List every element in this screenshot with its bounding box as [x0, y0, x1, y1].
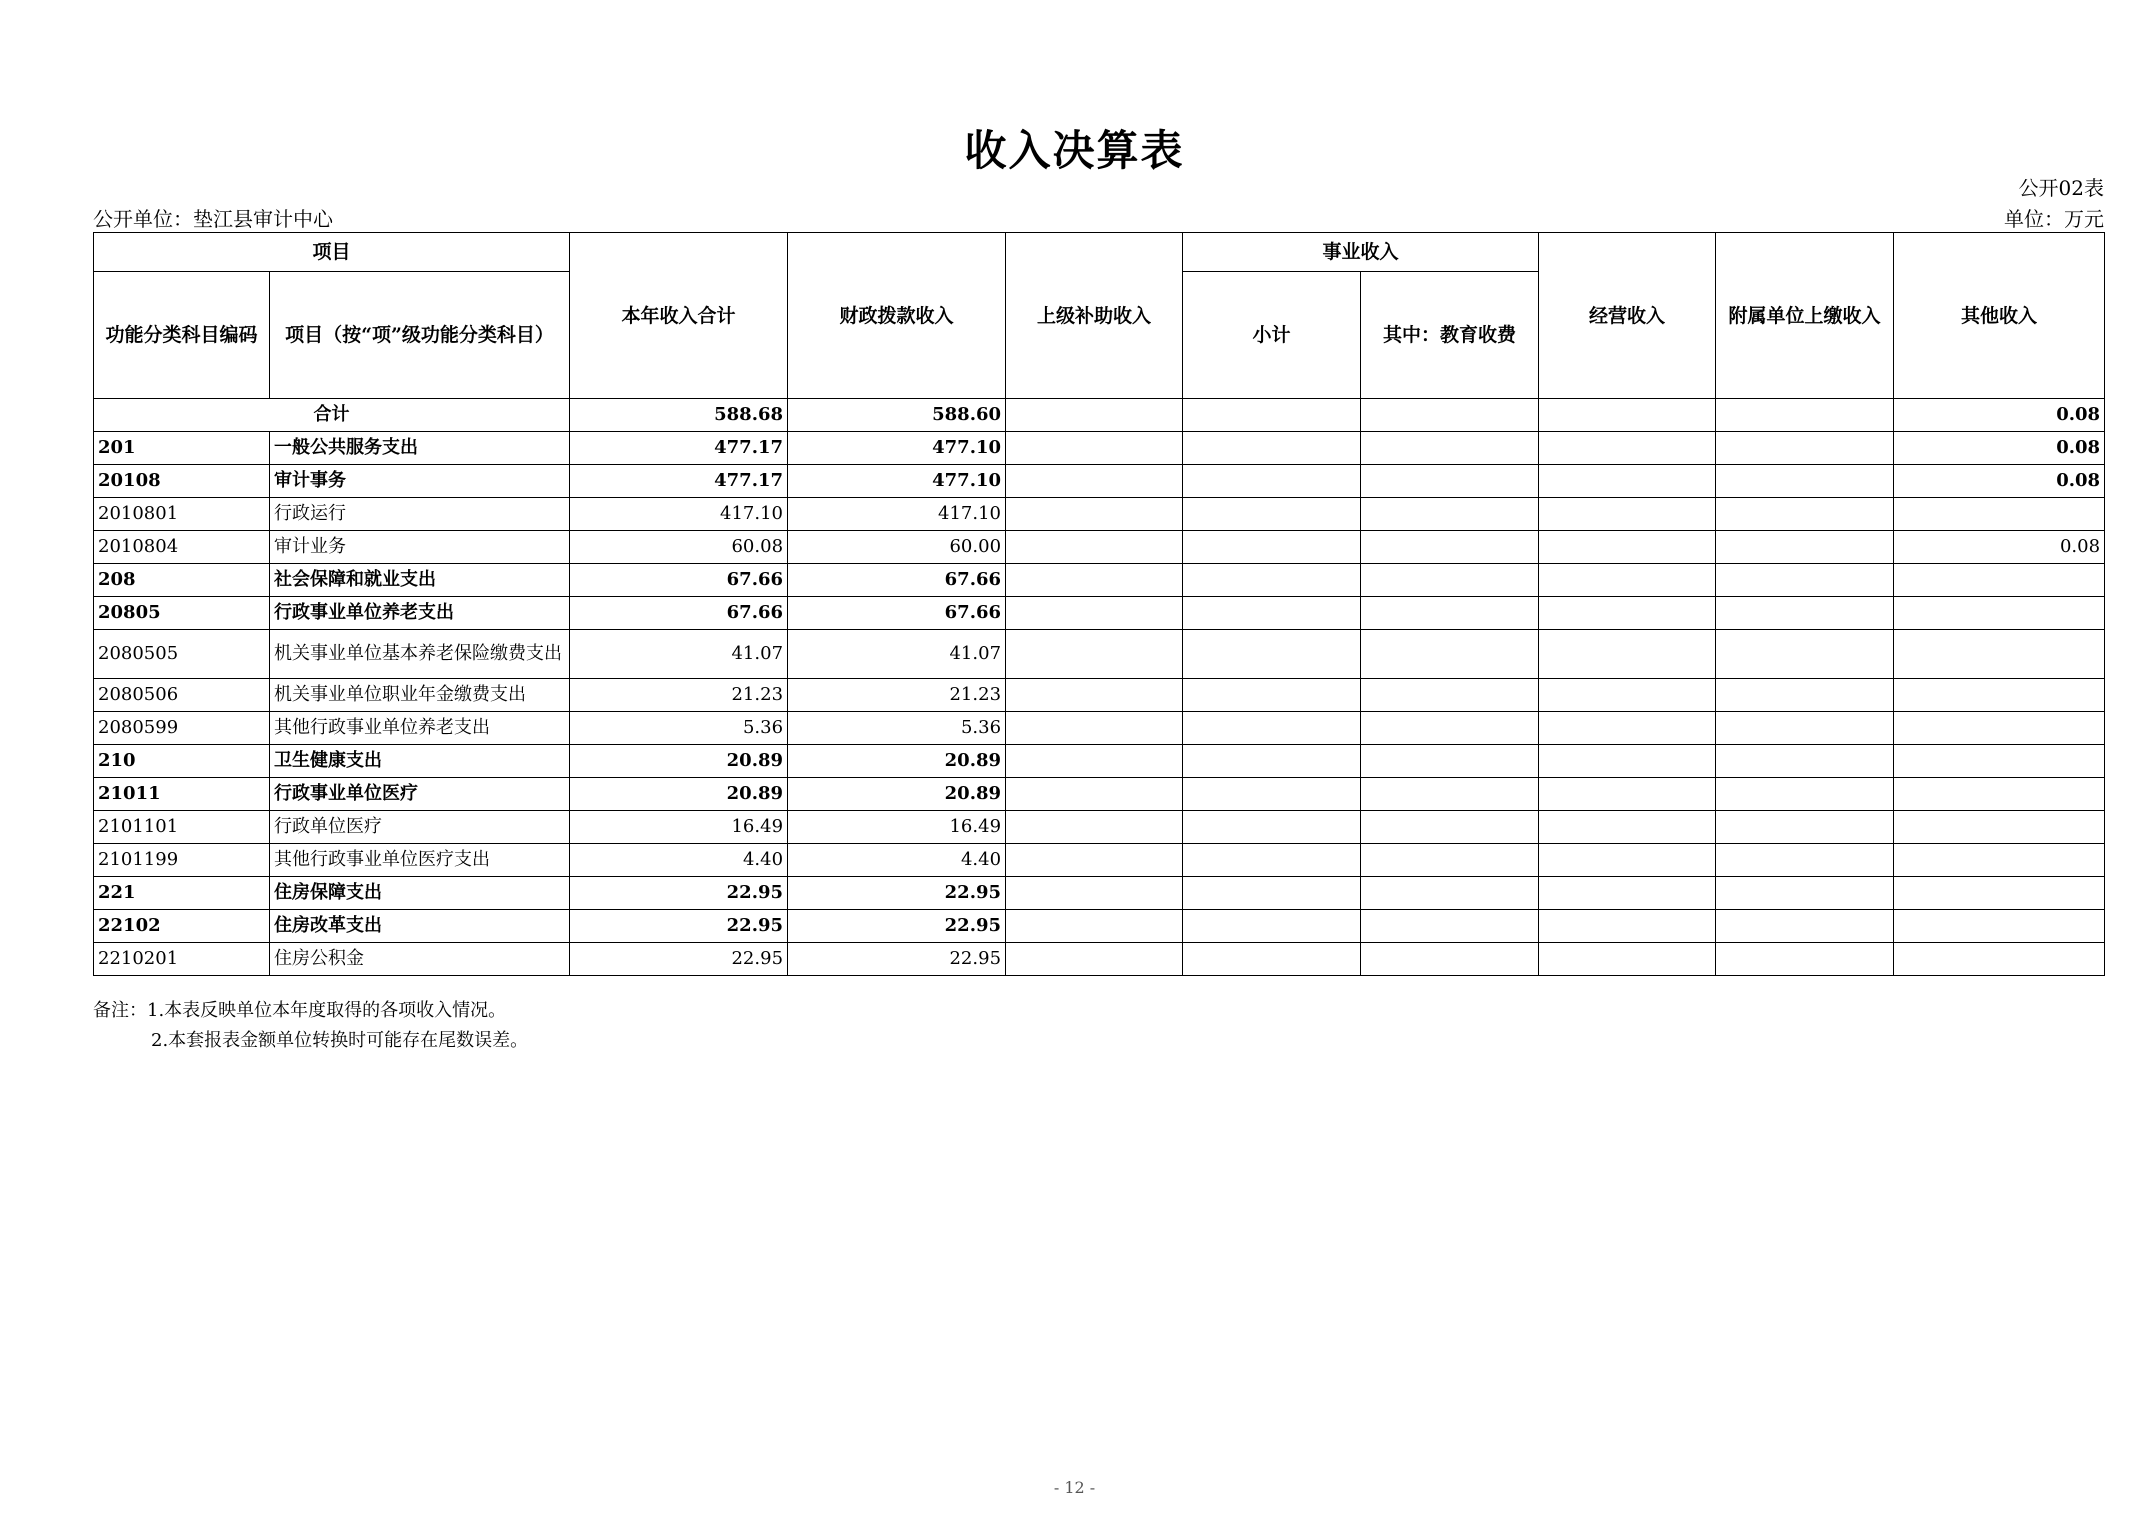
row-business-edu	[1361, 910, 1539, 943]
table-row	[94, 564, 2105, 597]
row-affiliated	[1716, 745, 1894, 778]
row-business-subtotal	[1183, 778, 1361, 811]
header-superior: 上级补助收入	[1006, 233, 1183, 399]
total-total: 588.68	[570, 399, 788, 432]
form-number: 公开02表	[2018, 176, 2104, 200]
row-affiliated	[1716, 811, 1894, 844]
row-operating	[1539, 432, 1716, 465]
row-superior	[1006, 778, 1183, 811]
header-code: 功能分类科目编码	[94, 272, 270, 399]
table-row	[94, 498, 2105, 531]
total-label: 合计	[94, 399, 570, 432]
row-business-subtotal	[1183, 943, 1361, 976]
header-affiliated: 附属单位上缴收入	[1716, 233, 1894, 399]
header-fiscal: 财政拨款收入	[788, 233, 1006, 399]
row-superior	[1006, 811, 1183, 844]
row-total: 4.40	[570, 844, 788, 877]
row-business-edu	[1361, 844, 1539, 877]
row-affiliated	[1716, 597, 1894, 630]
row-operating	[1539, 811, 1716, 844]
header-total: 本年收入合计	[570, 233, 788, 399]
row-business-edu	[1361, 597, 1539, 630]
row-name: 机关事业单位基本养老保险缴费支出	[270, 630, 570, 679]
row-operating	[1539, 910, 1716, 943]
row-fiscal: 41.07	[788, 630, 1006, 679]
notes	[93, 996, 528, 1056]
row-name: 其他行政事业单位养老支出	[270, 712, 570, 745]
row-superior	[1006, 877, 1183, 910]
row-code: 201	[94, 432, 270, 465]
row-total: 60.08	[570, 531, 788, 564]
row-other	[1894, 745, 2105, 778]
row-code: 2080506	[94, 679, 270, 712]
reporting-unit: 公开单位：垫江县审计中心	[93, 207, 333, 231]
row-business-edu	[1361, 811, 1539, 844]
row-name: 社会保障和就业支出	[270, 564, 570, 597]
row-total: 67.66	[570, 564, 788, 597]
row-fiscal: 21.23	[788, 679, 1006, 712]
row-affiliated	[1716, 630, 1894, 679]
row-name: 行政单位医疗	[270, 811, 570, 844]
row-superior	[1006, 465, 1183, 498]
header-operating: 经营收入	[1539, 233, 1716, 399]
row-superior	[1006, 630, 1183, 679]
row-other	[1894, 597, 2105, 630]
row-code: 2080505	[94, 630, 270, 679]
row-operating	[1539, 712, 1716, 745]
row-code: 2080599	[94, 712, 270, 745]
table-row	[94, 943, 2105, 976]
row-business-subtotal	[1183, 811, 1361, 844]
row-affiliated	[1716, 778, 1894, 811]
row-superior	[1006, 712, 1183, 745]
table-row	[94, 597, 2105, 630]
row-business-edu	[1361, 778, 1539, 811]
row-total: 16.49	[570, 811, 788, 844]
header-other: 其他收入	[1894, 233, 2105, 399]
row-total: 67.66	[570, 597, 788, 630]
table-row	[94, 745, 2105, 778]
row-business-edu	[1361, 630, 1539, 679]
row-superior	[1006, 531, 1183, 564]
row-business-edu	[1361, 465, 1539, 498]
row-name: 行政事业单位医疗	[270, 778, 570, 811]
row-business-subtotal	[1183, 712, 1361, 745]
row-business-subtotal	[1183, 910, 1361, 943]
row-total: 41.07	[570, 630, 788, 679]
row-fiscal: 5.36	[788, 712, 1006, 745]
row-other	[1894, 811, 2105, 844]
row-business-subtotal	[1183, 465, 1361, 498]
row-total: 477.17	[570, 465, 788, 498]
row-other: 0.08	[1894, 465, 2105, 498]
row-business-subtotal	[1183, 745, 1361, 778]
row-business-edu	[1361, 564, 1539, 597]
row-code: 210	[94, 745, 270, 778]
row-business-edu	[1361, 531, 1539, 564]
row-total: 22.95	[570, 943, 788, 976]
row-business-edu	[1361, 877, 1539, 910]
row-name: 机关事业单位职业年金缴费支出	[270, 679, 570, 712]
row-fiscal: 20.89	[788, 745, 1006, 778]
total-fiscal: 588.60	[788, 399, 1006, 432]
row-name: 其他行政事业单位医疗支出	[270, 844, 570, 877]
row-business-edu	[1361, 432, 1539, 465]
row-operating	[1539, 844, 1716, 877]
row-name: 住房保障支出	[270, 877, 570, 910]
row-other: 0.08	[1894, 432, 2105, 465]
row-other	[1894, 498, 2105, 531]
row-affiliated	[1716, 531, 1894, 564]
row-other	[1894, 564, 2105, 597]
row-fiscal: 22.95	[788, 910, 1006, 943]
row-affiliated	[1716, 712, 1894, 745]
row-business-subtotal	[1183, 679, 1361, 712]
row-fiscal: 67.66	[788, 564, 1006, 597]
row-operating	[1539, 745, 1716, 778]
page-title: 收入决算表	[964, 126, 1185, 175]
row-code: 2210201	[94, 943, 270, 976]
header-edu: 其中：教育收费	[1361, 272, 1539, 399]
table-row	[94, 712, 2105, 745]
note-1: 备注：1.本表反映单位本年度取得的各项收入情况。	[93, 1000, 507, 1021]
table-row	[94, 910, 2105, 943]
row-code: 221	[94, 877, 270, 910]
header-name: 项目（按“项”级功能分类科目）	[270, 272, 570, 399]
row-business-edu	[1361, 943, 1539, 976]
row-business-edu	[1361, 745, 1539, 778]
row-affiliated	[1716, 910, 1894, 943]
row-other	[1894, 943, 2105, 976]
row-other	[1894, 778, 2105, 811]
row-operating	[1539, 943, 1716, 976]
row-operating	[1539, 778, 1716, 811]
row-total: 21.23	[570, 679, 788, 712]
row-superior	[1006, 564, 1183, 597]
row-name: 住房改革支出	[270, 910, 570, 943]
currency-unit: 单位：万元	[2004, 207, 2104, 231]
row-operating	[1539, 465, 1716, 498]
row-name: 卫生健康支出	[270, 745, 570, 778]
row-other	[1894, 679, 2105, 712]
row-superior	[1006, 844, 1183, 877]
row-other	[1894, 877, 2105, 910]
table-row	[94, 432, 2105, 465]
row-operating	[1539, 564, 1716, 597]
row-operating	[1539, 630, 1716, 679]
row-code: 20108	[94, 465, 270, 498]
row-total: 20.89	[570, 745, 788, 778]
table-row	[94, 465, 2105, 498]
row-fiscal: 477.10	[788, 432, 1006, 465]
row-superior	[1006, 943, 1183, 976]
row-name: 一般公共服务支出	[270, 432, 570, 465]
header-subtotal: 小计	[1183, 272, 1361, 399]
row-code: 2101101	[94, 811, 270, 844]
row-superior	[1006, 910, 1183, 943]
row-superior	[1006, 597, 1183, 630]
row-fiscal: 60.00	[788, 531, 1006, 564]
row-total: 417.10	[570, 498, 788, 531]
row-name: 审计事务	[270, 465, 570, 498]
row-affiliated	[1716, 465, 1894, 498]
header-business: 事业收入	[1183, 233, 1539, 272]
table-row	[94, 778, 2105, 811]
row-other	[1894, 910, 2105, 943]
row-total: 22.95	[570, 877, 788, 910]
row-name: 行政运行	[270, 498, 570, 531]
table-row	[94, 531, 2105, 564]
row-name: 行政事业单位养老支出	[270, 597, 570, 630]
row-total: 5.36	[570, 712, 788, 745]
row-fiscal: 22.95	[788, 877, 1006, 910]
row-other	[1894, 630, 2105, 679]
row-code: 208	[94, 564, 270, 597]
row-superior	[1006, 498, 1183, 531]
row-total: 20.89	[570, 778, 788, 811]
table-row	[94, 877, 2105, 910]
row-code: 21011	[94, 778, 270, 811]
row-superior	[1006, 745, 1183, 778]
row-code: 22102	[94, 910, 270, 943]
row-operating	[1539, 877, 1716, 910]
row-business-edu	[1361, 679, 1539, 712]
row-affiliated	[1716, 844, 1894, 877]
income-table	[93, 232, 2105, 976]
row-business-subtotal	[1183, 531, 1361, 564]
row-other	[1894, 712, 2105, 745]
row-operating	[1539, 531, 1716, 564]
header-project: 项目	[94, 233, 570, 272]
row-affiliated	[1716, 432, 1894, 465]
row-operating	[1539, 597, 1716, 630]
row-affiliated	[1716, 943, 1894, 976]
row-code: 2010801	[94, 498, 270, 531]
row-business-subtotal	[1183, 630, 1361, 679]
row-affiliated	[1716, 679, 1894, 712]
row-affiliated	[1716, 564, 1894, 597]
row-fiscal: 477.10	[788, 465, 1006, 498]
row-business-subtotal	[1183, 844, 1361, 877]
row-fiscal: 22.95	[788, 943, 1006, 976]
row-business-subtotal	[1183, 597, 1361, 630]
total-row	[94, 399, 2105, 432]
row-other	[1894, 844, 2105, 877]
row-superior	[1006, 432, 1183, 465]
row-fiscal: 67.66	[788, 597, 1006, 630]
row-business-subtotal	[1183, 877, 1361, 910]
row-fiscal: 4.40	[788, 844, 1006, 877]
row-affiliated	[1716, 498, 1894, 531]
row-business-edu	[1361, 498, 1539, 531]
row-operating	[1539, 498, 1716, 531]
row-total: 477.17	[570, 432, 788, 465]
total-other: 0.08	[1894, 399, 2105, 432]
row-code: 20805	[94, 597, 270, 630]
row-fiscal: 417.10	[788, 498, 1006, 531]
table-row	[94, 679, 2105, 712]
row-code: 2010804	[94, 531, 270, 564]
table-row	[94, 844, 2105, 877]
row-fiscal: 20.89	[788, 778, 1006, 811]
row-fiscal: 16.49	[788, 811, 1006, 844]
row-affiliated	[1716, 877, 1894, 910]
row-business-subtotal	[1183, 564, 1361, 597]
row-total: 22.95	[570, 910, 788, 943]
table-row	[94, 630, 2105, 679]
page-number: - 12 -	[1053, 1478, 1096, 1497]
row-name: 审计业务	[270, 531, 570, 564]
row-business-edu	[1361, 712, 1539, 745]
row-operating	[1539, 679, 1716, 712]
row-business-subtotal	[1183, 432, 1361, 465]
row-business-subtotal	[1183, 498, 1361, 531]
row-other: 0.08	[1894, 531, 2105, 564]
row-name: 住房公积金	[270, 943, 570, 976]
row-superior	[1006, 679, 1183, 712]
note-2: 2.本套报表金额单位转换时可能存在尾数误差。	[151, 1030, 529, 1051]
table-row	[94, 811, 2105, 844]
row-code: 2101199	[94, 844, 270, 877]
